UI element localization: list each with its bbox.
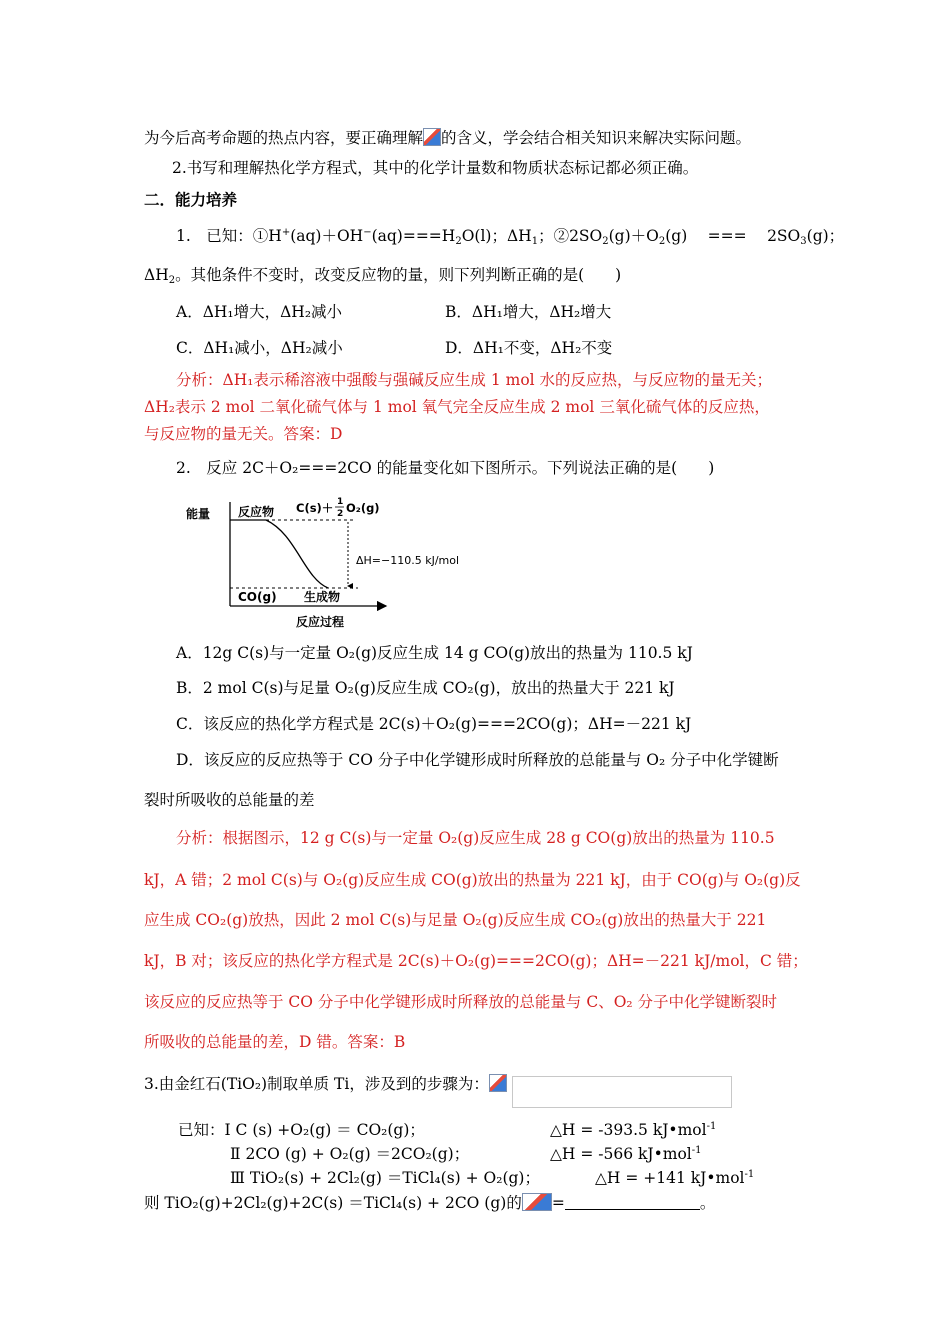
image-placeholder-box [512, 1076, 732, 1108]
broken-image-icon [489, 1074, 507, 1092]
q3-dh-3 [595, 1168, 754, 1188]
q1-stem-part: (aq)===H [371, 227, 456, 245]
q1-option-d: D．ΔH₁不变，ΔH₂不变 [445, 339, 613, 357]
q2-analysis-1: 分析：根据图示，12 g C(s)与一定量 O₂(g)反应生成 28 g CO(g)放出的热量为 110.5 [176, 829, 775, 847]
product-label: 生成物 [304, 590, 341, 604]
q1-analysis-3: 与反应物的量无关。答案：D [144, 425, 343, 443]
energy-curve [230, 520, 328, 588]
q1-sub: 1 [531, 236, 539, 247]
q2-stem: 2. 反应 2C＋O₂===2CO 的能量变化如下图所示。下列说法正确的是( ) [176, 459, 715, 477]
q1-stem-part: (g)＋O [608, 227, 659, 245]
q3-final-equals: = [551, 1194, 565, 1212]
y-axis-label: 能量 [186, 507, 211, 521]
q3-final-period: 。 [699, 1194, 716, 1212]
q2-option-d-2: 裂时所吸收的总能量的差 [144, 791, 315, 809]
q3-dh-text: △H = +141 kJ•mol [595, 1169, 745, 1187]
q3-dh-text: △H = -566 kJ•mol [550, 1145, 692, 1163]
q1-sub: 2 [658, 236, 666, 247]
q3-final [144, 1193, 715, 1213]
energy-diagram [186, 494, 496, 634]
q2-analysis-3: 应生成 CO₂(g)放热，因此 2 mol C(s)与足量 O₂(g)反应生成 CO₂(g)放出的热量大于 221 [144, 911, 767, 929]
fraction-numerator: 1 [337, 497, 344, 507]
reactant-o2: O₂(g) [346, 501, 380, 515]
q3-dh-1 [550, 1120, 716, 1140]
q1-stem-part: (g) === 2SO [665, 227, 801, 245]
answer-blank[interactable] [565, 1195, 700, 1210]
q1-option-a: A．ΔH₁增大，ΔH₂减小 [176, 303, 343, 321]
q1-stem-part: (aq)＋OH [290, 227, 364, 245]
q1-stem [176, 226, 844, 246]
delta-h-label: ΔH=−110.5 kJ/mol [356, 554, 460, 567]
q1-stem-part: O(l)；ΔH [461, 227, 532, 245]
q3-dh-text: △H = -393.5 kJ•mol [550, 1121, 707, 1139]
q2-option-c: C．该反应的热化学方程式是 2C(s)＋O₂(g)===2CO(g)；ΔH=－221 kJ [176, 715, 692, 733]
reactant-formula: C(s)＋ [296, 501, 334, 515]
reactant-label: 反应物 [238, 505, 275, 519]
q3-known-1: 已知：Ⅰ C (s) +O₂(g) ＝ CO₂(g)； [178, 1121, 425, 1139]
q1-analysis-2: ΔH₂表示 2 mol 二氧化硫气体与 1 mol 氧气完全反应生成 2 mol 三氧化硫气体的反应热， [144, 398, 770, 416]
q1-sup-plus: + [281, 227, 291, 238]
q1-option-b: B．ΔH₁增大，ΔH₂增大 [445, 303, 612, 321]
q1-stem-part: ；②2SO [538, 227, 603, 245]
q1-stem-part: (g)； [806, 227, 845, 245]
q1-sub: 2 [602, 236, 609, 247]
fraction-denominator: 2 [337, 509, 344, 519]
q3-stem-text: 3.由金红石(TiO₂)制取单质 Ti，涉及到的步骤为： [144, 1075, 489, 1093]
x-axis-label: 反应过程 [296, 615, 345, 629]
q2-option-d-1: D．该反应的反应热等于 CO 分子中化学键形成时所释放的总能量与 O₂ 分子中化学键断 [176, 751, 779, 769]
q3-stem [144, 1074, 507, 1094]
product-formula: CO(g) [238, 590, 277, 604]
q1-analysis-1: 分析：ΔH₁表示稀溶液中强酸与强碱反应生成 1 mol 水的反应热，与反应物的量无关； [176, 371, 773, 389]
q2-analysis-6: 所吸收的总能量的差，D 错。答案：B [144, 1033, 406, 1051]
q3-eq-3: Ⅲ TiO₂(s) + 2Cl₂(g) ＝TiCl₄(s) + O₂(g)； [230, 1169, 540, 1187]
q3-dh-exponent: -1 [744, 1169, 755, 1180]
section-heading: 二．能力培养 [144, 191, 238, 209]
q1-option-c: C．ΔH₁减小，ΔH₂减小 [176, 339, 343, 357]
q2-option-b: B．2 mol C(s)与足量 O₂(g)反应生成 CO₂(g)，放出的热量大于 221 kJ [176, 679, 675, 697]
q3-dh-exponent: -1 [706, 1121, 717, 1132]
q2-option-a: A．12g C(s)与一定量 O₂(g)反应生成 14 g CO(g)放出的热量为 110.5 kJ [176, 644, 693, 662]
q3-dh-2 [550, 1144, 702, 1164]
broken-image-icon [423, 128, 441, 146]
q3-final-text: 则 TiO₂(g)+2Cl₂(g)+2C(s) ＝TiCl₄(s) + 2CO (g)的 [144, 1194, 522, 1212]
q3-eq-2: Ⅱ 2CO (g) + O₂(g) ＝2CO₂(g)； [230, 1145, 470, 1163]
q1-sub: 2 [455, 236, 462, 247]
intro-text-b: 的含义，学会结合相关知识来解决实际问题。 [441, 129, 752, 147]
q1-sup-minus: − [363, 227, 372, 238]
q1-sub: 2 [168, 275, 176, 286]
q2-analysis-4: kJ，B 对；该反应的热化学方程式是 2C(s)＋O₂(g)===2CO(g)；ΔH=－221 kJ/mol，C 错； [144, 952, 808, 970]
q2-analysis-5: 该反应的反应热等于 CO 分子中化学键形成时所释放的总能量与 C、O₂ 分子中化学键断裂时 [144, 993, 778, 1011]
q1-stem-part: 1. 已知：①H [176, 227, 282, 245]
q1-sub: 3 [800, 236, 807, 247]
broken-image-icon [522, 1193, 552, 1211]
intro-line-1 [144, 128, 751, 148]
q2-analysis-2: kJ，A 错；2 mol C(s)与 O₂(g)反应生成 CO(g)放出的热量为 221 kJ，由于 CO(g)与 O₂(g)反 [144, 871, 801, 889]
q1-stem-part: ΔH [144, 266, 169, 284]
intro-text-a: 为今后高考命题的热点内容，要正确理解 [144, 129, 424, 147]
q1-stem-2 [144, 265, 621, 285]
intro-line-2: 2.书写和理解热化学方程式，其中的化学计量数和物质状态标记都必须正确。 [172, 159, 699, 177]
q1-stem-part: 。其他条件不变时，改变反应物的量，则下列判断正确的是( ) [175, 266, 622, 284]
q3-dh-exponent: -1 [691, 1145, 702, 1156]
